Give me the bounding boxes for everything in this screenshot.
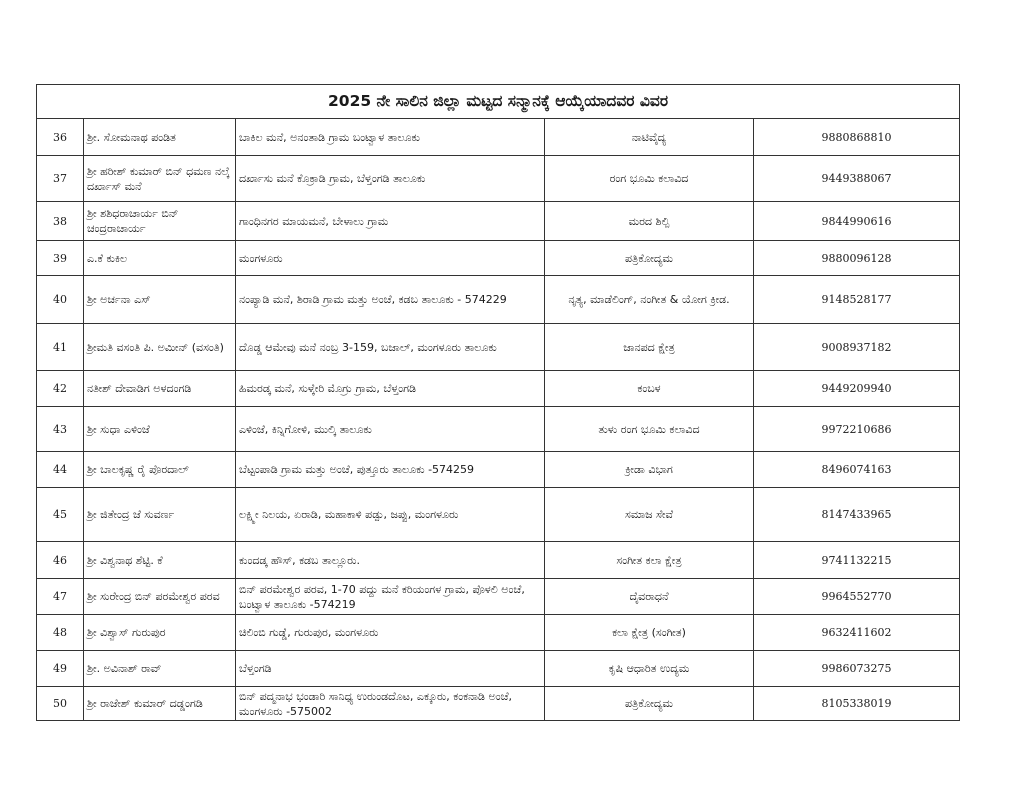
address: ಬಿನ್ ಪದ್ಮನಾಭ ಭಂಡಾರಿ ಸಾನಿಧ್ಯ ಉರುಂಡದೊಟ, ಎಕ್ಕೂರು, ಕಂಕನಾಡಿ ಅಂಚೆ, ಮಂಗಳೂರು -575002 xyxy=(236,687,545,721)
address: ಬಾಕಿಲ ಮನೆ, ಅನಂತಾಡಿ ಗ್ರಾಮ ಬಂಟ್ವಾಳ ತಾಲೂಕು xyxy=(236,119,545,156)
field-of-work: ಕ್ರೀಡಾ ವಿಭಾಗ xyxy=(545,452,754,488)
phone-number: 9008937182 xyxy=(754,324,960,371)
awardee-name: ಶ್ರೀ ಹರೀಶ್ ಕುಮಾರ್ ಬಿನ್ ಧಮಣ ನಲ್ಕೆ ದರ್ಖಾಸ್ ಮನೆ xyxy=(84,156,236,202)
table-row xyxy=(37,241,960,276)
awardee-name: ಶ್ರೀ ಜಿತೇಂದ್ರ ಜೆ ಸುವರ್ಣ xyxy=(84,488,236,542)
field-of-work: ತುಳು ರಂಗ ಭೂಮಿ ಕಲಾವಿದ xyxy=(545,407,754,452)
serial-number: 47 xyxy=(37,579,84,615)
address: ಬೆಳ್ತಂಗಡಿ xyxy=(236,651,545,687)
table-row xyxy=(37,452,960,488)
awardees-table xyxy=(36,84,960,721)
address: ಎಳಿಂಜೆ, ಕಿನ್ನಿಗೋಳಿ, ಮುಲ್ಕಿ ತಾಲೂಕು xyxy=(236,407,545,452)
phone-number: 9964552770 xyxy=(754,579,960,615)
field-of-work: ನಾಟಿವೈದ್ಯ xyxy=(545,119,754,156)
table-row xyxy=(37,276,960,324)
serial-number: 41 xyxy=(37,324,84,371)
phone-number: 9148528177 xyxy=(754,276,960,324)
table-row xyxy=(37,488,960,542)
awardee-name: ಶ್ರೀ ಬಾಲಕೃಷ್ಣ ರೈ ಪೊರದಾಲ್ xyxy=(84,452,236,488)
table-row xyxy=(37,324,960,371)
field-of-work: ಕಲಾ ಕ್ಷೇತ್ರ (ಸಂಗೀತ) xyxy=(545,615,754,651)
address: ಬಿನ್ ಪರಮೇಶ್ವರ ಪರವ, 1-70 ಪದ್ದು ಮನೆ ಕರಿಯಂಗಳ ಗ್ರಾಮ, ಪೊಳಲಿ ಅಂಚೆ, ಬಂಟ್ವಾಳ ತಾಲೂಕು -574219 xyxy=(236,579,545,615)
table-row xyxy=(37,651,960,687)
table-row xyxy=(37,687,960,721)
serial-number: 46 xyxy=(37,542,84,579)
field-of-work: ಕೃಷಿ ಆಧಾರಿತ ಉದ್ಯಮ xyxy=(545,651,754,687)
phone-number: 9880868810 xyxy=(754,119,960,156)
field-of-work: ಮರದ ಶಿಲ್ಪಿ xyxy=(545,202,754,241)
field-of-work: ಪತ್ರಿಕೋದ್ಯಮ xyxy=(545,687,754,721)
awardee-name: ಶ್ರೀ ವಿಶ್ವನಾಥ ಶೆಟ್ಟಿ. ಕೆ xyxy=(84,542,236,579)
awardee-name: ಶ್ರೀ. ಅವಿನಾಶ್ ರಾವ್ xyxy=(84,651,236,687)
awardee-name: ಶ್ರೀಮತಿ ವಸಂತಿ ಪಿ. ಅಮೀನ್ (ವಸಂತಿ) xyxy=(84,324,236,371)
phone-number: 9449209940 xyxy=(754,371,960,407)
title-row xyxy=(37,85,960,119)
serial-number: 45 xyxy=(37,488,84,542)
field-of-work: ಸಮಾಜ ಸೇವೆ xyxy=(545,488,754,542)
table-row xyxy=(37,202,960,241)
field-of-work: ರಂಗ ಭೂಮಿ ಕಲಾವಿದ xyxy=(545,156,754,202)
table-title: 2025 ನೇ ಸಾಲಿನ ಜಿಲ್ಲಾ ಮಟ್ಟದ ಸನ್ಮಾನಕ್ಕೆ ಆಯ್ಕೆಯಾದವರ ವಿವರ xyxy=(37,85,960,119)
serial-number: 43 xyxy=(37,407,84,452)
serial-number: 36 xyxy=(37,119,84,156)
awardee-name: ಶ್ರೀ ಶಶಿಧರಾಚಾರ್ಯ ಬಿನ್ ಚಂದ್ರರಾಚಾರ್ಯ xyxy=(84,202,236,241)
serial-number: 44 xyxy=(37,452,84,488)
phone-number: 8147433965 xyxy=(754,488,960,542)
serial-number: 50 xyxy=(37,687,84,721)
serial-number: 49 xyxy=(37,651,84,687)
table-row xyxy=(37,407,960,452)
phone-number: 9986073275 xyxy=(754,651,960,687)
address: ಮಂಗಳೂರು xyxy=(236,241,545,276)
serial-number: 42 xyxy=(37,371,84,407)
phone-number: 9972210686 xyxy=(754,407,960,452)
table-row xyxy=(37,542,960,579)
serial-number: 38 xyxy=(37,202,84,241)
address: ದೊಡ್ಡ ಆಮೇವು ಮನೆ ನಂಬ್ರ 3-159, ಬಜಾಲ್, ಮಂಗಳೂರು ತಾಲೂಕು xyxy=(236,324,545,371)
phone-number: 9844990616 xyxy=(754,202,960,241)
address: ನಂಪ್ಯಾಡಿ ಮನೆ, ಶಿರಾಡಿ ಗ್ರಾಮ ಮತ್ತು ಅಂಚೆ, ಕಡಬ ತಾಲೂಕು - 574229 xyxy=(236,276,545,324)
field-of-work: ಜಾನಪದ ಕ್ಷೇತ್ರ xyxy=(545,324,754,371)
field-of-work: ಸಂಗೀತ ಕಲಾ ಕ್ಷೇತ್ರ xyxy=(545,542,754,579)
phone-number: 9632411602 xyxy=(754,615,960,651)
field-of-work: ಪತ್ರಿಕೋದ್ಯಮ xyxy=(545,241,754,276)
awardee-name: ಶ್ರೀ ರಾಜೇಶ್ ಕುಮಾರ್ ದಡ್ಡಂಗಡಿ xyxy=(84,687,236,721)
awardee-name: ಶ್ರೀ ಅರ್ಚನಾ ಎಸ್ xyxy=(84,276,236,324)
address: ಬೆಟ್ಟಂಪಾಡಿ ಗ್ರಾಮ ಮತ್ತು ಅಂಚೆ, ಪುತ್ತೂರು ತಾಲೂಕು -574259 xyxy=(236,452,545,488)
phone-number: 9449388067 xyxy=(754,156,960,202)
address: ಗಾಂಧಿನಗರ ಮಾಯಮನೆ, ಬೇಳಾಲು ಗ್ರಾಮ xyxy=(236,202,545,241)
awardee-name: ಎ.ಕೆ ಕುಕಿಲ xyxy=(84,241,236,276)
phone-number: 9741132215 xyxy=(754,542,960,579)
serial-number: 48 xyxy=(37,615,84,651)
phone-number: 9880096128 xyxy=(754,241,960,276)
table-row xyxy=(37,579,960,615)
awardee-name: ಶ್ರೀ ಸುರೇಂದ್ರ ಬಿನ್ ಪರಮೇಶ್ವರ ಪರವ xyxy=(84,579,236,615)
table-row xyxy=(37,119,960,156)
serial-number: 37 xyxy=(37,156,84,202)
awardee-name: ಶ್ರೀ ಸುಧಾ ಎಳಿಂಜೆ xyxy=(84,407,236,452)
field-of-work: ನೃತ್ಯ, ಮಾಡೆಲಿಂಗ್, ನಂಗೀತ & ಯೋಗ ಕ್ರೀಡ. xyxy=(545,276,754,324)
serial-number: 40 xyxy=(37,276,84,324)
awardee-name: ಶ್ರೀ. ಸೋಮನಾಥ ಪಂಡಿತ xyxy=(84,119,236,156)
table-row xyxy=(37,615,960,651)
address: ಕುಂದಡ್ಕ ಹೌಸ್, ಕಡಬ ತಾಲ್ಲೂರು. xyxy=(236,542,545,579)
table-row xyxy=(37,156,960,202)
address: ಚಿಲಿಂಬಿ ಗುಡ್ಡೆ, ಗುರುಪುರ, ಮಂಗಳೂರು xyxy=(236,615,545,651)
awardee-name: ನತೀಶ್ ದೇವಾಡಿಗ ಅಳದಂಗಡಿ xyxy=(84,371,236,407)
awardee-name: ಶ್ರೀ ವಿಶ್ವಾಸ್ ಗುರುಪುರ xyxy=(84,615,236,651)
serial-number: 39 xyxy=(37,241,84,276)
address: ಲಕ್ಷ್ಮೀ ನಿಲಯ, ಏರಾಡಿ, ಮಹಾಕಾಳಿ ಪಡ್ಪು, ಜಪ್ಪು, ಮಂಗಳೂರು xyxy=(236,488,545,542)
address: ದರ್ಖಾಸು ಮನೆ ಕೊಕ್ರಾಡಿ ಗ್ರಾಮ, ಬೆಳ್ತಂಗಡಿ ತಾಲೂಕು xyxy=(236,156,545,202)
phone-number: 8105338019 xyxy=(754,687,960,721)
field-of-work: ಕಂಬಳ xyxy=(545,371,754,407)
address: ಹಿಮರಡ್ಕ ಮನೆ, ಸುಳ್ಕೇರಿ ಮೊಗ್ರು ಗ್ರಾಮ, ಬೆಳ್ತಂಗಡಿ xyxy=(236,371,545,407)
phone-number: 8496074163 xyxy=(754,452,960,488)
table-row xyxy=(37,371,960,407)
field-of-work: ದೈವರಾಧನೆ xyxy=(545,579,754,615)
